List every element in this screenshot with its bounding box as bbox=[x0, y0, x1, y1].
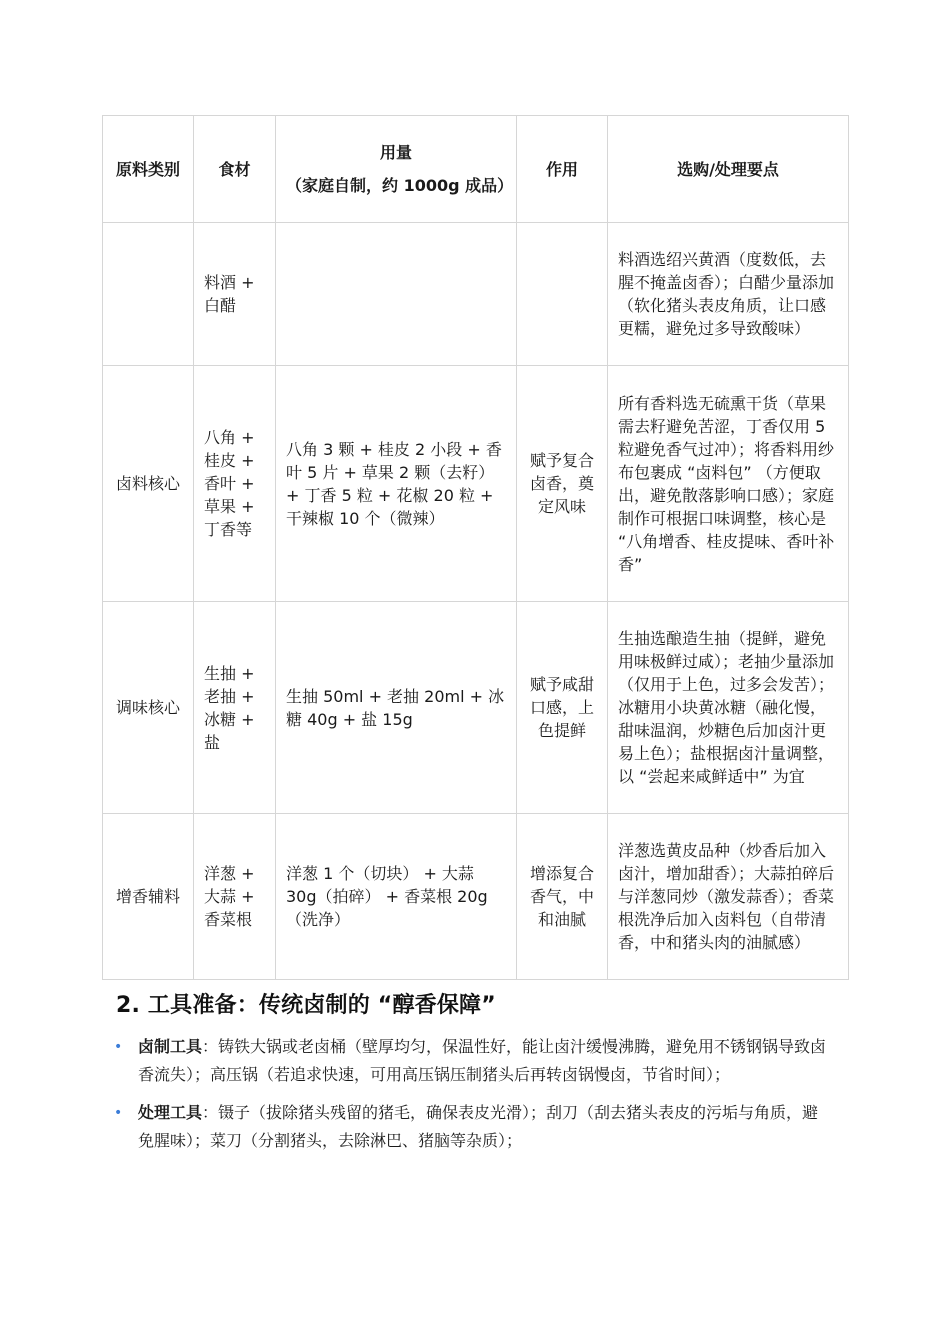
list-item bbox=[112, 1099, 834, 1155]
header-amount-title: 用量 bbox=[379, 143, 412, 162]
table-header-row bbox=[103, 116, 849, 223]
header-category: 原料类别 bbox=[103, 116, 194, 223]
list-item-text: ：镊子（拔除猪头残留的猪毛，确保表皮光滑）；刮刀（刮去猪头表皮的污垢与角质，避免腥味）；菜刀（分割猪头，去除淋巴、猪脑等杂质）； bbox=[138, 1103, 819, 1150]
cell-tips: 料酒选绍兴黄酒（度数低，去腥不掩盖卤香）；白醋少量添加（软化猪头表皮角质，让口感更糯，避免过多导致酸味） bbox=[608, 223, 849, 366]
header-function: 作用 bbox=[517, 116, 608, 223]
cell-tips: 洋葱选黄皮品种（炒香后加入卤汁，增加甜香）；大蒜拍碎后与洋葱同炒（激发蒜香）；香菜根洗净后加入卤料包（自带清香，中和猪头肉的油腻感） bbox=[608, 814, 849, 980]
list-item bbox=[112, 1033, 834, 1089]
table-row bbox=[103, 223, 849, 366]
cell-amount: 八角 3 颗 + 桂皮 2 小段 + 香叶 5 片 + 草果 2 颗（去籽）+ 丁香 5 粒 + 花椒 20 粒 + 干辣椒 10 个（微辣） bbox=[276, 366, 517, 602]
list-item-text: ：铸铁大锅或老卤桶（壁厚均匀，保温性好，能让卤汁缓慢沸腾，避免用不锈钢锅导致卤香流失）；高压锅（若追求快速，可用高压锅压制猪头后再转卤锅慢卤，节省时间）； bbox=[138, 1037, 827, 1084]
cell-tips: 所有香料选无硫熏干货（草果需去籽避免苦涩，丁香仅用 5 粒避免香气过冲）；将香料用纱布包裹成 “卤料包” （方便取出，避免散落影响口感）；家庭制作可根据口味调整，核心是 “八角增香、桂皮提味、香叶补香” bbox=[608, 366, 849, 602]
cell-amount: 洋葱 1 个（切块） + 大蒜 30g（拍碎） + 香菜根 20g（洗净） bbox=[276, 814, 517, 980]
cell-ingredient: 料酒 + 白醋 bbox=[194, 223, 276, 366]
table-row bbox=[103, 366, 849, 602]
cell-function: 增添复合香气，中和油腻 bbox=[517, 814, 608, 980]
cell-function: 赋予复合卤香，奠定风味 bbox=[517, 366, 608, 602]
cell-tips: 生抽选酿造生抽（提鲜，避免用味极鲜过咸）；老抽少量添加（仅用于上色，过多会发苦）；冰糖用小块黄冰糖（融化慢，甜味温润，炒糖色后加卤汁更易上色）；盐根据卤汁量调整，以 “尝起来咸鲜适中” 为宜 bbox=[608, 602, 849, 814]
ingredient-table bbox=[102, 115, 849, 980]
list-item-term: 卤制工具 bbox=[138, 1037, 203, 1056]
cell-function: 赋予咸甜口感，上色提鲜 bbox=[517, 602, 608, 814]
header-amount-sub: （家庭自制，约 1000g 成品） bbox=[286, 176, 514, 195]
list-item-term: 处理工具 bbox=[138, 1103, 203, 1122]
cell-amount bbox=[276, 223, 517, 366]
header-amount bbox=[276, 116, 517, 223]
cell-category bbox=[103, 223, 194, 366]
header-tips: 选购/处理要点 bbox=[608, 116, 849, 223]
cell-amount: 生抽 50ml + 老抽 20ml + 冰糖 40g + 盐 15g bbox=[276, 602, 517, 814]
tool-list bbox=[112, 1033, 834, 1165]
cell-function bbox=[517, 223, 608, 366]
cell-ingredient: 八角 + 桂皮 + 香叶 + 草果 + 丁香等 bbox=[194, 366, 276, 602]
cell-category: 增香辅料 bbox=[103, 814, 194, 980]
section-heading: 2. 工具准备：传统卤制的 “醇香保障” bbox=[116, 993, 496, 1018]
bullet-icon: • bbox=[114, 1105, 123, 1121]
table-row bbox=[103, 814, 849, 980]
bullet-icon: • bbox=[114, 1039, 123, 1055]
cell-ingredient: 洋葱 + 大蒜 + 香菜根 bbox=[194, 814, 276, 980]
header-ingredient: 食材 bbox=[194, 116, 276, 223]
cell-category: 卤料核心 bbox=[103, 366, 194, 602]
table-row bbox=[103, 602, 849, 814]
cell-ingredient: 生抽 + 老抽 + 冰糖 + 盐 bbox=[194, 602, 276, 814]
cell-category: 调味核心 bbox=[103, 602, 194, 814]
